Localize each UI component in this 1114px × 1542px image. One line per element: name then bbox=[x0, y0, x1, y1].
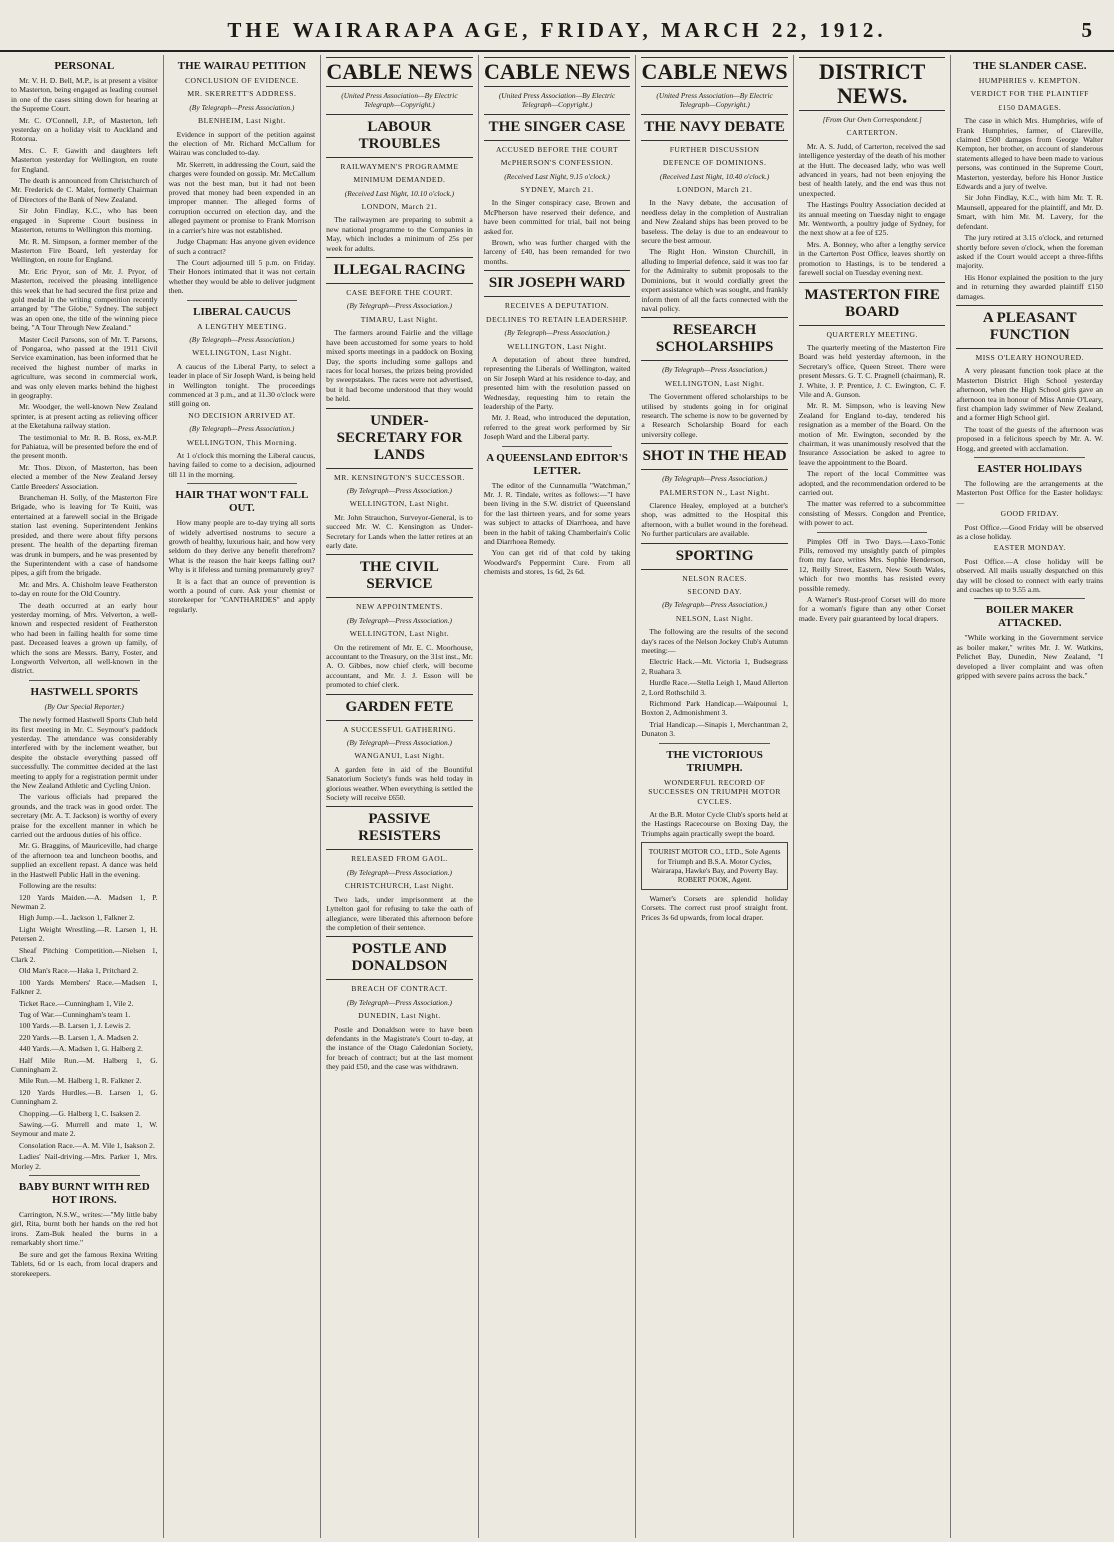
article-paragraph: The death is announced from Christchurch of Mr. Frederick de C. Malet, formerly Chairman of Directors of the Bank of New Zealand. bbox=[11, 176, 158, 204]
article-subheading: DECLINES TO RETAIN LEADERSHIP. bbox=[486, 314, 628, 324]
article-headline: THE NAVY DEBATE bbox=[641, 114, 788, 141]
article-paragraph: Clarence Healey, employed at a butcher's shop, was admitted to the Hospital this afternoon, with a bullet wound in the forehead. No further particulars are available. bbox=[641, 500, 788, 539]
article-subheading: NELSON RACES. bbox=[682, 573, 747, 583]
section-banner: CABLE NEWS bbox=[484, 57, 631, 87]
article-paragraph: Carrington, N.S.W., writes:—"My little baby girl, Rita, burnt both her hands on the red hot irons. Zam-Buk healed the burns in a remarkably short time." bbox=[11, 1210, 158, 1248]
section-divider bbox=[187, 483, 298, 484]
article-paragraph: Mrs. C. F. Gawith and daughters left Masterton yesterday for Wellington, en route for England. bbox=[11, 145, 158, 174]
article-headline: EASTER HOLIDAYS bbox=[977, 463, 1082, 475]
article-paragraph: You can get rid of that cold by taking Woodward's Peppermint Cure. From all chemists and stores, 1s 6d, 2s 6d. bbox=[483, 548, 631, 577]
article-subheading: NO DECISION ARRIVED AT. bbox=[188, 410, 296, 420]
article-subheading: SYDNEY, March 21. bbox=[520, 185, 594, 195]
article-paragraph: Mrs. A. Bonney, who after a lengthy service in the Carterton Post Office, leaves shortly on promotion to Hastings, is to be tendered a farewell social on Tuesday evening next. bbox=[798, 239, 946, 278]
section-divider bbox=[29, 680, 140, 681]
article-headline: POSTLE AND DONALDSON bbox=[326, 936, 473, 980]
article-paragraph: Post Office.—Good Friday will be observed as a close holiday. bbox=[956, 522, 1104, 542]
article-headline: THE VICTORIOUS TRIUMPH. bbox=[666, 748, 763, 774]
page-number: 5 bbox=[1081, 18, 1092, 42]
article-subheading: MR. KENSINGTON'S SUCCESSOR. bbox=[334, 472, 465, 482]
article-paragraph: Brown, who was further charged with the larceny of £40, has been remanded for two months. bbox=[483, 238, 631, 266]
article-subheading: MINIMUM DEMANDED. bbox=[353, 175, 446, 185]
article-paragraph: Sir John Findlay, K.C., with him Mr. T. R. Maunsell, appeared for the plaintiff, and Mr. D. Smart, with him Mr. M. Lavery, for the defendant. bbox=[956, 193, 1104, 231]
article-paragraph: Mr. V. H. D. Bell, M.P., is at present a visitor to Masterton, being engaged as leading counsel in one of the cases sitting down for hearing at the Supreme Court. bbox=[11, 76, 158, 114]
article-paragraph: Post Office.—A close holiday will be observed. All mails usually despatched on this day will be closed to connect with early trains and coaches up to 9.55 a.m. bbox=[956, 556, 1104, 595]
article-paragraph: A deputation of about three hundred, representing the Liberals of Wellington, waited on Sir Joseph Ward at his residence to-day, and presented him with the resolution passed on Wednesday, requesting him to retain the leadership of the Party. bbox=[483, 354, 631, 411]
article-paragraph: At the B.R. Motor Cycle Club's sports held at the Hastings Racecourse on Boxing Day, the Triumphs again practically swept the board. bbox=[641, 809, 788, 838]
article-paragraph: Mr. Woodger, the well-known New Zealand sprinter, is at present acting as relieving officer at the Eketahuna railway station. bbox=[11, 402, 158, 431]
article-paragraph: The death occurred at an early hour yesterday morning, of Mrs. Velverton, a well-known and respected resident of Featherston who had been in failing health for some time past. Deceased leaves a grown up family, of which the sons are Messrs. Barry, Foster, and Longworth Velverton, all well-known in the district. bbox=[11, 600, 158, 676]
article-subheading: CARTERTON. bbox=[846, 128, 898, 138]
article-paragraph: Tug of War.—Cunningham's team 1. bbox=[19, 1009, 131, 1019]
article-paragraph: It is a fact that an ounce of prevention is worth a pound of cure. Ask your chemist or storekeeper for "CANTHARIDES" and apply regularly. bbox=[168, 576, 316, 614]
article-paragraph: 120 Yards Maiden.—A. Madsen 1, P. Newman 2. bbox=[11, 892, 158, 911]
article-paragraph: The following are the results of the second day's races of the Nelson Jockey Club's Autumn meeting:— bbox=[641, 627, 788, 656]
article-paragraph: 100 Yards.—B. Larsen 1, J. Lewis 2. bbox=[19, 1021, 131, 1031]
article-subheading: CHRISTCHURCH, Last Night. bbox=[344, 881, 454, 891]
section-divider bbox=[187, 300, 298, 301]
article-subheading: RELEASED FROM GAOL. bbox=[351, 854, 448, 864]
article-paragraph: High Jump.—L. Jackson 1, Falkner 2. bbox=[19, 913, 135, 923]
advertisement-box: TOURIST MOTOR CO., LTD., Sole Agents for Triumph and B.S.A. Motor Cycles, Wairarapa, Hawke's Bay, and Poverty Bay. ROBERT POOK, Agent. bbox=[641, 842, 788, 890]
article-paragraph: Mr. Eric Pryor, son of Mr. J. Pryor, of Masterton, received the pleasing intelligence this week that he had secured the first prize and gold medal in the writing competition recently arranged by "The Globe," Sydney. The subject was an open one, the title of the winning piece being, "A Tour Through New Zealand." bbox=[11, 266, 158, 333]
article-subheading: WELLINGTON, Last Night. bbox=[349, 629, 450, 639]
article-subheading: BLENHEIM, Last Night. bbox=[198, 116, 286, 126]
article-credit: [From Our Own Correspondent.] bbox=[822, 115, 922, 124]
article-paragraph: The Government offered scholarships to be utilised by students going in for original research. The scheme is now to be governed by a Research Scholarship Board for each university college. bbox=[641, 392, 788, 439]
article-credit: (By Telegraph—Press Association.) bbox=[346, 867, 452, 877]
article-paragraph: Mr. and Mrs. A. Chisholm leave Featherston to-day en route for the Old Country. bbox=[11, 579, 158, 599]
article-paragraph: Consolation Race.—A. M. Vile 1, Isakson 2. bbox=[19, 1140, 155, 1150]
article-subheading: SECOND DAY. bbox=[687, 587, 742, 596]
article-paragraph: In the Singer conspiracy case, Brown and McPherson have reserved their defence, and have been committed for trial, bail not being asked for. bbox=[483, 198, 631, 236]
column-1 bbox=[6, 55, 164, 1538]
article-subheading: WONDERFUL RECORD OF SUCCESSES ON TRIUMPH MOTOR CYCLES. bbox=[648, 777, 781, 806]
article-credit: (By Telegraph—Press Association.) bbox=[662, 600, 768, 610]
article-paragraph: In the Navy debate, the accusation of needless delay in the completion of Australian and New Zealand ships has been proved to be baseless. The delay is due to an endeavour to secure the best armour. bbox=[641, 198, 788, 246]
article-headline: SPORTING bbox=[641, 543, 788, 570]
column-5 bbox=[636, 55, 794, 1538]
article-headline: PASSIVE RESISTERS bbox=[326, 806, 473, 850]
article-paragraph: Richmond Park Handicap.—Waipounui 1, Boxton 2, Admonishment 3. bbox=[641, 699, 788, 718]
article-headline: ILLEGAL RACING bbox=[326, 257, 473, 284]
article-credit: (United Press Association—By Electric Telegraph—Copyright.) bbox=[498, 91, 616, 110]
article-paragraph: Mr. Thos. Dixon, of Masterton, has been elected a member of the New Zealand Jersey Cattle Breeders' Association. bbox=[11, 462, 158, 491]
article-credit: (By Telegraph—Press Association.) bbox=[189, 102, 295, 112]
article-paragraph: Be sure and get the famous Rexina Writing Tablets, 6d or 1s each, from local drapers and storekeepers. bbox=[11, 1249, 158, 1278]
section-divider bbox=[502, 446, 613, 447]
article-paragraph: The quarterly meeting of the Masterton Fire Board was held yesterday afternoon, in the Secretary's office, Queen Street. There were present Messrs. G. T. C. Pragnell (chairman), R. J. White, J. P. Prentice, J. C. Ewington, C. F. Vile and A. Gunson. bbox=[798, 342, 946, 399]
article-subheading: McPHERSON'S CONFESSION. bbox=[500, 158, 614, 168]
article-credit: (By Telegraph—Press Association.) bbox=[504, 328, 610, 338]
article-headline: SHOT IN THE HEAD bbox=[641, 443, 788, 470]
section-banner: CABLE NEWS bbox=[641, 57, 788, 87]
column-2 bbox=[164, 55, 322, 1538]
article-paragraph: The testimonial to Mr. R. B. Ross, ex-M.P. for Pahiatua, will be presented before the end of the present month. bbox=[11, 432, 158, 461]
article-credit: (By Telegraph—Press Association.) bbox=[189, 334, 295, 344]
article-credit: (Received Last Night, 9.15 o'clock.) bbox=[504, 171, 610, 181]
article-subheading: ACCUSED BEFORE THE COURT bbox=[495, 144, 619, 154]
article-headline: THE SLANDER CASE. bbox=[973, 60, 1087, 72]
article-credit: (By Telegraph—Press Association.) bbox=[346, 615, 452, 625]
article-headline: BOILER MAKER ATTACKED. bbox=[985, 604, 1074, 630]
article-paragraph: Sir John Findlay, K.C., who has been engaged in Supreme Court business in Masterton, returns to Wellington this morning. bbox=[11, 206, 158, 235]
article-paragraph: Mr. John Strauchon, Surveyor-General, is to succeed Mr. W. C. Kensington as Under-Secretary for Lands when the latter retires at an early date. bbox=[326, 512, 473, 550]
article-paragraph: Postle and Donaldson were to have been defendants in the Magistrate's Court to-day, at the instance of the Otago Caledonian Society, for breach of contract; but at the last moment they paid £50, and the case was withdrawn. bbox=[326, 1024, 473, 1072]
article-subheading: A LENGTHY MEETING. bbox=[197, 321, 287, 331]
article-paragraph: A Warner's Rust-proof Corset will do more for a woman's figure than any other Corset made. Every pair guaranteed by local drapers. bbox=[798, 595, 946, 623]
column-6 bbox=[794, 55, 952, 1538]
article-credit: (Received Last Night, 10.40 o'clock.) bbox=[659, 171, 770, 181]
article-subheading: WANGANUI, Last Night. bbox=[354, 751, 445, 761]
article-paragraph: The jury retired at 3.15 o'clock, and returned shortly before seven o'clock, when the foreman asked if the Court would accept a three-fifths majority. bbox=[956, 233, 1104, 271]
article-paragraph: Warner's Corsets are splendid holiday Corsets. The correct rust proof straight front. Prices 3s 6d upwards, from local draper. bbox=[641, 893, 788, 922]
article-paragraph: Mr. Skerrett, in addressing the Court, said the charges were founded on gossip. Mr. McCallum was not the best man, but it had not been proved that money had been expended in an improper manner. The alleged forms of corruption occurred on election day, and the alleged payment or promise to Frank Morrison in a carrier's hire was not established. bbox=[168, 159, 316, 235]
article-paragraph: 100 Yards Members' Race.—Madsen 1, Falkner 2. bbox=[11, 977, 158, 997]
article-paragraph: Light Weight Wrestling.—R. Larsen 1, H. Petersen 2. bbox=[11, 924, 158, 944]
article-paragraph: Mr. J. Read, who introduced the deputation, referred to the great work performed by Sir Joseph Ward and the Liberal party. bbox=[483, 413, 631, 442]
column-3 bbox=[321, 55, 479, 1538]
article-headline: PERSONAL bbox=[54, 60, 115, 72]
masthead-title: THE WAIRARAPA AGE, FRIDAY, MARCH 22, 1912. bbox=[227, 18, 887, 42]
article-credit: (By Telegraph—Press Association.) bbox=[346, 738, 452, 748]
article-paragraph: 440 Yards.—A. Madsen 1, G. Halberg 2. bbox=[19, 1044, 143, 1054]
article-subheading: QUARTERLY MEETING. bbox=[826, 329, 918, 339]
article-headline: THE SINGER CASE bbox=[484, 114, 631, 141]
article-subheading: WELLINGTON, This Morning. bbox=[186, 437, 297, 447]
article-subheading: GOOD FRIDAY. bbox=[1000, 509, 1059, 519]
article-credit: (Received Last Night, 10.10 o'clock.) bbox=[344, 188, 455, 198]
article-credit: (By Telegraph—Press Association.) bbox=[662, 474, 768, 484]
article-paragraph: The various officials had prepared the grounds, and the track was in good order. The secretary (Mr. A. T. Jackson) is worthy of every praise for the excellent manner in which he carried out the arduous duties of his office. bbox=[11, 792, 158, 840]
article-credit: (By Telegraph—Press Association.) bbox=[346, 485, 452, 495]
article-paragraph: Following are the results: bbox=[19, 881, 97, 891]
article-paragraph: Trial Handicap.—Sinapis 1, Merchantman 2, Dunaton 3. bbox=[641, 719, 788, 739]
article-paragraph: The report of the local Committee was adopted, and the recommendation ordered to be carried out. bbox=[798, 469, 946, 497]
article-paragraph: At 1 o'clock this morning the Liberal caucus, having failed to come to a decision, adjourned till 11 in the morning. bbox=[168, 451, 316, 479]
article-paragraph: The toast of the guests of the afternoon was proposed in a felicitous speech by Mr. A. W. Hogg, and greeted with acclamation. bbox=[956, 424, 1104, 453]
article-headline: LIBERAL CAUCUS bbox=[193, 305, 291, 318]
article-paragraph: The matter was referred to a subcommittee consisting of Messrs. Congdon and Prentice, with power to act. bbox=[798, 499, 946, 528]
article-paragraph: Mr. R. M. Simpson, a former member of the Masterton Fire Board, left yesterday for Wellington, en route for England. bbox=[11, 236, 158, 265]
article-subheading: CONCLUSION OF EVIDENCE. bbox=[184, 76, 299, 85]
article-subheading: DUNEDIN, Last Night. bbox=[358, 1011, 441, 1021]
article-subheading: DEFENCE OF DOMINIONS. bbox=[662, 158, 767, 168]
article-paragraph: Ladies' Nail-driving.—Mrs. Parker 1, Mrs. Morley 2. bbox=[11, 1152, 158, 1171]
section-divider bbox=[817, 532, 928, 533]
article-paragraph: A caucus of the Liberal Party, to select a leader in place of Sir Joseph Ward, is being held in Wellington tonight. The proceedings commenced at 3 p.m., and at 11.30 o'clock were still going on. bbox=[168, 361, 316, 409]
article-paragraph: How many people are to-day trying all sorts of widely advertised nostrums to secure a growth of healthy, luxurious hair, and how very seldom do they derive any benefit therefrom? What is the reason the hair keeps falling out? Why is it lifeless and turning prematurely grey? bbox=[168, 518, 316, 575]
article-paragraph: Master Cecil Parsons, son of Mr. T. Parsons, of Pongaroa, who passed at the 1911 Civil Service examination, has been informed that he received the highest number of marks in agriculture, was second in commercial work, and was only eleven marks behind the highest in geography. bbox=[11, 334, 158, 400]
article-subheading: PALMERSTON N., Last Night. bbox=[659, 487, 770, 497]
article-paragraph: A garden fete in aid of the Bountiful Sanatorium Society's funds was held today in glorious weather. When everything is settled the Society will receive £650. bbox=[326, 764, 473, 803]
column-7 bbox=[951, 55, 1108, 1538]
article-credit: (By Telegraph—Press Association.) bbox=[346, 997, 452, 1007]
article-paragraph: Judge Chapman: Has anyone given evidence of such a contract? bbox=[168, 237, 316, 256]
article-subheading: £150 DAMAGES. bbox=[998, 102, 1062, 112]
section-divider bbox=[659, 743, 770, 744]
article-paragraph: Sawing.—G. Murrell and mate 1, W. Seymour and mate 2. bbox=[11, 1120, 158, 1139]
article-paragraph: The case in which Mrs. Humphries, wife of Frank Humphries, farmer, of Clareville, claimed £500 damages from George Walter Kempton, her brother, on account of slanderous statements alleged to have been made to various persons, was continued in the Supreme Court, Masterton, yesterday, before his Honor Justice Edwards and a jury of twelve. bbox=[956, 116, 1104, 192]
article-credit: (By Our Special Reporter.) bbox=[44, 701, 124, 711]
article-headline: RESEARCH SCHOLARSHIPS bbox=[641, 317, 788, 361]
article-headline: THE CIVIL SERVICE bbox=[326, 554, 473, 598]
section-divider bbox=[974, 457, 1085, 458]
article-subheading: BREACH OF CONTRACT. bbox=[351, 984, 448, 994]
article-headline: UNDER-SECRETARY FOR LANDS bbox=[326, 408, 473, 469]
article-paragraph: The farmers around Fairlie and the village have been accustomed for some years to hold mixed sports meetings in a paddock on Boxing Day, the sports including some gallops and races for local horses, the prizes being provided by sweepstakes. The races were not advertised, but it had become understood that they would be held. bbox=[326, 328, 473, 404]
article-paragraph: Mile Run.—M. Halberg 1, R. Falkner 2. bbox=[19, 1076, 142, 1086]
article-paragraph: Sheaf Pitching Competition.—Nielsen 1, Clark 2. bbox=[11, 945, 158, 964]
article-paragraph: Electric Hack.—Mt. Victoria 1, Budsegrass 2, Ruahara 3. bbox=[641, 657, 788, 676]
article-subheading: RAILWAYMEN'S PROGRAMME bbox=[340, 161, 459, 171]
column-4 bbox=[479, 55, 637, 1538]
section-banner: CABLE NEWS bbox=[326, 57, 473, 87]
article-credit: (By Telegraph—Press Association.) bbox=[189, 424, 295, 434]
article-paragraph: Old Man's Race.—Haka 1, Pritchard 2. bbox=[19, 966, 139, 976]
article-paragraph: The Court adjourned till 5 p.m. on Friday. Their Honors intimated that it was not certain whether they would be able to deliver judgment then. bbox=[168, 257, 316, 296]
article-paragraph: Mr. A. S. Judd, of Carterton, received the sad intelligence yesterday of the death of his mother at the Hutt. The deceased lady, who was well advanced in years, had not been enjoying the best of health lately, and the end was thus not unexpected. bbox=[798, 141, 946, 198]
article-headline: LABOUR TROUBLES bbox=[326, 114, 473, 158]
article-headline: GARDEN FETE bbox=[326, 694, 473, 721]
article-subheading: NEW APPOINTMENTS. bbox=[356, 602, 443, 612]
article-paragraph: The Hastings Poultry Association decided at its annual meeting on Tuesday night to engage Mr. Wentworth, a poultry judge of Sydney, for the next show at a fee of £25. bbox=[798, 200, 946, 238]
article-paragraph: Half Mile Run.—M. Halberg 1, G. Cunningham 2. bbox=[11, 1055, 158, 1074]
article-paragraph: Mr. C. O'Connell, J.P., of Masterton, left yesterday on a holiday visit to Auckland and Rotorua. bbox=[11, 115, 158, 144]
article-paragraph: On the retirement of Mr. E. C. Moorhouse, accountant to the Treasury, on the 31st inst., Mr. A. O. Gibbes, now chief clerk, will become accountant, and Mr. J. J. Esson will be promoted to chief clerk. bbox=[326, 642, 473, 690]
article-subheading: RECEIVES A DEPUTATION. bbox=[504, 301, 610, 311]
article-subheading: CASE BEFORE THE COURT. bbox=[346, 288, 453, 298]
article-paragraph: 120 Yards Hurdles.—B. Larsen 1, G. Cunningham 2. bbox=[11, 1087, 158, 1107]
article-paragraph: Brancheman H. Solly, of the Masterton Fire Brigade, who is leaving for Te Kuiti, was entertained at a farewell social in the Brigade station last evening. Superintendent Jenkins presided, and there were about fifty persons present. The health of the departing fireman was drunk in bumpers, and he was presented by the Superintendent with a case of handsome pipes, a gift from the brigade. bbox=[11, 493, 158, 578]
article-subheading: NELSON, Last Night. bbox=[675, 613, 754, 623]
article-subheading: HUMPHRIES v. KEMPTON. bbox=[978, 76, 1081, 85]
article-subheading: WELLINGTON, Last Night. bbox=[349, 499, 450, 509]
article-paragraph: The newly formed Hastwell Sports Club held its first meeting in Mr. C. Seymour's paddock yesterday. The attendance was considerably interfered with by the inclement weather, but despite the obstacle everything passed off successfully. The committee decided at the last meeting to apply for a registration permit under the New Zealand Athletic and Cycling Union. bbox=[11, 715, 158, 791]
article-paragraph: The following are the arrangements at the Masterton Post Office for the Easter holidays:— bbox=[956, 479, 1104, 507]
article-paragraph: Two lads, under imprisonment at the Lyttelton gaol for refusing to take the oath of allegiance, were liberated this afternoon before the completion of their sentence. bbox=[326, 894, 473, 932]
article-subheading: LONDON, March 21. bbox=[361, 202, 438, 212]
article-subheading: VERDICT FOR THE PLAINTIFF bbox=[970, 89, 1089, 99]
article-paragraph: 220 Yards.—B. Larsen 1, A. Madsen 2. bbox=[19, 1032, 139, 1042]
column-container bbox=[6, 55, 1108, 1538]
article-credit: (By Telegraph—Press Association.) bbox=[346, 301, 452, 311]
article-paragraph: "While working in the Government service as boiler maker," writes Mr. J. W. Watkins, Pelichet Bay, Dunedin, New Zealand, "I developed a liver complaint and was often gripped with severe pains across the back." bbox=[956, 633, 1104, 681]
article-credit: (United Press Association—By Electric Telegraph—Copyright.) bbox=[656, 91, 773, 110]
article-credit: (By Telegraph—Press Association.) bbox=[662, 365, 768, 375]
article-paragraph: Mr. R. M. Simpson, who is leaving New Zealand for England to-day, tendered his resignation as a member of the Board. On the motion of Mr. Ewington, seconded by the chairman, it was unanimously resolved that the Insurance Association be asked to agree to leave the appointment to the Board. bbox=[798, 401, 946, 467]
article-subheading: WELLINGTON, Last Night. bbox=[192, 348, 292, 358]
article-paragraph: Pimples Off in Two Days.—Laxo-Tonic Pills, removed my unsightly patch of pimples from my face, writes Mrs. Sophie Henderson, 12, Reilly Street, Eastern, New South Wales, which for two months has resisted every possible remedy. bbox=[798, 536, 946, 593]
article-headline: HAIR THAT WON'T FALL OUT. bbox=[175, 489, 309, 515]
article-paragraph: The Right Hon. Winston Churchill, in alluding to Imperial defence, said it was too far for the Admiralty to submit proposals to the Dominions, but it would cordially greet the expert assistance which was sought, and frankly inform them of all the facts connected with the naval policy. bbox=[641, 247, 788, 313]
article-paragraph: The railwaymen are preparing to submit a new national programme to the Companies in May, which includes a minimum of 25s per week for adults. bbox=[326, 215, 473, 253]
article-subheading: MISS O'LEARY HONOURED. bbox=[975, 352, 1084, 362]
section-divider bbox=[974, 598, 1085, 599]
article-subheading: WELLINGTON, Last Night. bbox=[664, 378, 765, 388]
article-paragraph: Evidence in support of the petition against the election of Mr. Richard McCallum for Wairau was concluded to-day. bbox=[168, 129, 316, 158]
section-banner: DISTRICT NEWS. bbox=[799, 57, 946, 111]
article-headline: HASTWELL SPORTS bbox=[30, 685, 139, 698]
article-paragraph: The editor of the Cunnamulla "Watchman," Mr. J. R. Tindale, writes as follows:—"I have been living in the S.W. district of Queensland for the last thirteen years, and for some years was subject to attacks of Diarrhoea, and have been in the habit of taking Chamberlain's Colic and Diarrhoea Remedy. bbox=[483, 480, 631, 546]
article-headline: THE WAIRAU PETITION bbox=[177, 60, 306, 72]
article-headline: MASTERTON FIRE BOARD bbox=[799, 282, 946, 326]
article-headline: A PLEASANT FUNCTION bbox=[956, 305, 1103, 349]
article-paragraph: A very pleasant function took place at the Masterton District High School yesterday afternoon, when the High School girls gave an afternoon tea in honour of Miss Annie O'Leary, first champion lady swimmer of New Zealand, and a former High School girl. bbox=[956, 366, 1104, 423]
article-subheading: FURTHER DISCUSSION bbox=[669, 144, 760, 154]
article-subheading: MR. SKERRETT'S ADDRESS. bbox=[187, 89, 297, 99]
article-paragraph: Ticket Race.—Cunningham 1, Vile 2. bbox=[19, 998, 134, 1008]
article-headline: A QUEENSLAND EDITOR'S LETTER. bbox=[486, 451, 628, 477]
article-paragraph: Hurdle Race.—Stella Leigh 1, Maud Allerton 2, Lord Rothschild 3. bbox=[641, 678, 788, 697]
article-subheading: EASTER MONDAY. bbox=[993, 543, 1066, 553]
article-subheading: LONDON, March 21. bbox=[676, 185, 753, 195]
section-divider bbox=[29, 1175, 140, 1176]
article-headline: BABY BURNT WITH RED HOT IRONS. bbox=[18, 1181, 150, 1207]
article-subheading: WELLINGTON, Last Night. bbox=[507, 341, 607, 351]
masthead bbox=[0, 0, 1114, 52]
article-subheading: TIMARU, Last Night. bbox=[360, 314, 439, 324]
article-paragraph: Chopping.—G. Halberg 1, C. Isaksen 2. bbox=[19, 1108, 141, 1118]
article-credit: (United Press Association—By Electric Telegraph—Copyright.) bbox=[341, 91, 458, 110]
article-subheading: A SUCCESSFUL GATHERING. bbox=[343, 724, 456, 734]
article-paragraph: Mr. G. Braggins, of Mauriceville, had charge of the afternoon tea and luncheon booths, and supplied an excellent repast. A dance was held in the Hastwell Public Hall in the evening. bbox=[11, 841, 158, 879]
article-headline: SIR JOSEPH WARD bbox=[484, 270, 631, 297]
article-paragraph: His Honor explained the position to the jury and in returning they awarded plaintiff £150 damages. bbox=[956, 272, 1104, 301]
